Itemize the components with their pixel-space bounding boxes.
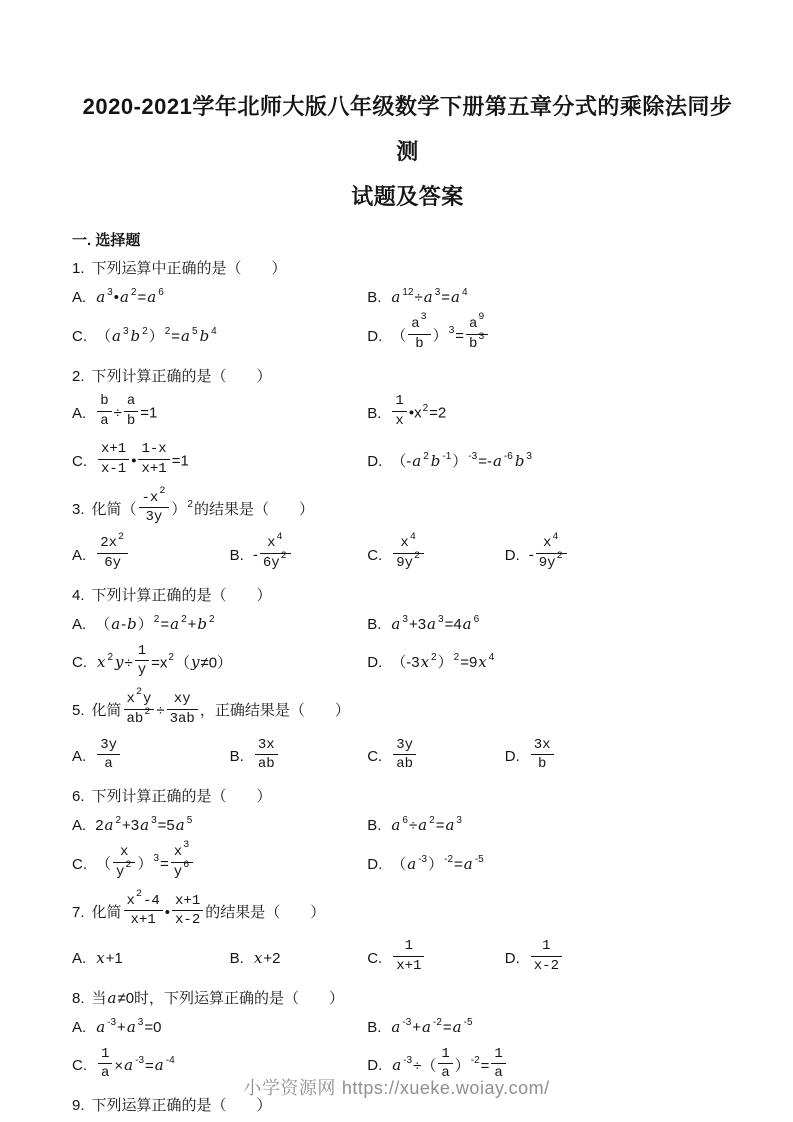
document-title-line2: 试题及答案: [351, 184, 464, 210]
option-B: [230, 939, 368, 978]
question-number: 1.: [72, 260, 85, 278]
question-number: 7.: [72, 903, 85, 921]
option-label: B.: [367, 817, 382, 835]
option-label: D.: [504, 546, 520, 564]
option-expression: a $^6$÷a $^2$=a $^3$: [391, 815, 462, 835]
option-expression: （ $\frac{a^3}{b}$ ）$^3$= $\frac{a^9}{b^3}$: [391, 317, 490, 356]
option-label: B.: [367, 615, 382, 633]
option-D: [505, 738, 743, 777]
options-row: [72, 614, 743, 683]
option-expression: （ $\frac{x}{y^2}$ ）$^3$= $\frac{x^3}{y^6}$: [96, 845, 195, 884]
question-text: 当a≠0时，下列运算正确的是（ ）: [91, 988, 345, 1007]
page-footer: [0, 1074, 793, 1100]
option-label: B.: [229, 546, 244, 564]
option-label: A.: [72, 1018, 87, 1036]
question: [72, 888, 743, 978]
option-expression: $\frac{3x}{b}$: [529, 738, 556, 777]
option-label: C.: [72, 855, 87, 873]
options-row: [72, 394, 743, 480]
option-C: [72, 840, 367, 884]
footer-site-name: 小学资源网: [243, 1078, 336, 1098]
option-label: B.: [367, 1018, 382, 1036]
option-expression: a $^{-3}$÷（ $\frac{1}{a}$ ）$^{-2}$= $\frac{1}{a}$: [391, 1047, 508, 1086]
question: [72, 687, 743, 776]
option-label: C.: [72, 654, 87, 672]
question: [72, 366, 743, 481]
option-expression: $\frac{3y}{a}$: [95, 738, 122, 777]
section-heading: 一. 选择题: [72, 232, 141, 250]
option-expression: a $^{-3}$+a $^{-2}$=a $^{-5}$: [391, 1016, 473, 1036]
option-label: A.: [72, 405, 87, 423]
question-number: 5.: [72, 702, 85, 720]
option-expression: a $^3$•a $^2$=a $^6$: [96, 287, 164, 307]
option-expression: $\frac{1}{a}$ ×a $^{-3}$=a $^{-4}$: [96, 1047, 176, 1086]
option-label: C.: [72, 327, 87, 345]
option-label: B.: [367, 289, 382, 307]
option-label: B.: [229, 950, 244, 968]
option-A: [72, 394, 367, 433]
options-row: [72, 815, 743, 884]
option-expression: - $\frac{x^4}{9y^2}$: [529, 536, 569, 575]
option-A: [72, 738, 230, 777]
option-expression: （a $^{-3}$）$^{-2}$=a $^{-5}$: [391, 853, 484, 873]
question-stem: [72, 366, 743, 388]
question-number: 6.: [72, 788, 85, 806]
option-expression: a $^{-3}$+a $^3$=0: [96, 1016, 162, 1036]
option-expression: $\frac{2x^2}{6y}$: [95, 536, 130, 575]
question-stem: [72, 888, 743, 933]
option-label: D.: [367, 654, 383, 672]
option-expression: - $\frac{x^4}{6y^2}$: [253, 536, 293, 575]
options-row: [72, 939, 743, 978]
question-stem: [72, 687, 743, 731]
footer-url[interactable]: https://xueke.woiay.com/: [341, 1078, 550, 1098]
option-expression: $\frac{1}{x+1}$: [391, 939, 426, 978]
option-expression: 2a $^2$+3a $^3$=5a $^5$: [95, 815, 193, 835]
option-label: D.: [367, 452, 383, 470]
question-text: 下列计算正确的是（ ）: [91, 367, 272, 385]
option-expression: （-a $^2$ b $^{-1}$）$^{-3}$=-a $^{-6}$ b $^3$: [391, 450, 532, 470]
option-label: A.: [72, 950, 87, 968]
question-number: 8.: [72, 989, 85, 1007]
option-D: [505, 939, 743, 978]
question-text: 化简 $\frac{x^2-4}{x+1}$ • $\frac{x+1}{x-2}$ 的结果是（ ）: [91, 888, 326, 929]
option-label: A.: [72, 615, 87, 633]
option-expression: $\frac{1}{x-2}$: [529, 939, 564, 978]
question-number: 9.: [72, 1097, 85, 1115]
question-text: 下列运算中正确的是（ ）: [91, 260, 287, 278]
option-B: [367, 394, 743, 433]
option-D: [504, 531, 743, 575]
option-expression: x+1: [96, 949, 123, 968]
option-label: A.: [72, 817, 87, 835]
question-text: 下列计算正确的是（ ）: [91, 586, 272, 604]
option-expression: $\frac{3x}{ab}$: [253, 738, 280, 777]
option-expression: x+2: [253, 949, 281, 968]
question: [72, 585, 743, 682]
option-D: [367, 845, 743, 884]
option-A: [72, 614, 367, 635]
option-label: A.: [72, 546, 87, 564]
option-label: C.: [72, 1057, 87, 1075]
question: [72, 988, 743, 1085]
option-expression: $\frac{b}{a}$ ÷ $\frac{a}{b}$ =1: [95, 394, 157, 433]
document-title: [72, 84, 743, 219]
option-label: C.: [367, 950, 383, 968]
option-label: C.: [367, 546, 383, 564]
option-B: [230, 738, 368, 777]
option-B: [367, 815, 743, 836]
option-expression: x $^2$ y÷ $\frac{1}{y}$ $=x^2(y\ne 0)$: [97, 642, 233, 679]
option-A: [72, 287, 367, 308]
option-label: B.: [229, 748, 244, 766]
options-row: [72, 738, 743, 777]
option-expression: （-3x $^2$）$^2$=9x $^4$: [391, 652, 495, 672]
option-C: [367, 531, 505, 575]
option-expression: a $^{12}$÷a $^3$=a $^4$: [391, 287, 468, 307]
option-C: [367, 939, 505, 978]
option-label: A.: [72, 289, 87, 307]
option-expression: $\frac{x+1}{x-1}$ • $\frac{1-x}{x+1}$ =1: [96, 442, 189, 481]
question: [72, 485, 743, 575]
option-expression: $(a-b)^2=a$ $^2$+b $^2$: [95, 613, 215, 633]
option-D: [367, 644, 743, 683]
option-label: A.: [72, 748, 87, 766]
option-label: B.: [367, 405, 382, 423]
option-expression: a $^3$+3a $^3$=4a $^6$: [391, 613, 480, 633]
question-number: 3.: [72, 500, 85, 518]
question-text: 下列计算正确的是（ ）: [91, 788, 272, 806]
option-A: [72, 531, 230, 575]
question-stem: [72, 585, 743, 607]
option-label: C.: [367, 748, 383, 766]
option-A: [72, 939, 230, 978]
option-label: D.: [367, 327, 383, 345]
option-expression: $\frac{x^4}{9y^2}$: [391, 536, 426, 575]
option-label: D.: [504, 748, 520, 766]
document-title-line1: 2020-2021学年北师大版八年级数学下册第五章分式的乘除法同步测: [82, 94, 733, 165]
question-stem: [72, 988, 743, 1010]
question: [72, 786, 743, 883]
option-A: [72, 1017, 367, 1038]
question: [72, 258, 743, 355]
question-text: 化简 $\frac{x^2y}{ab^2}$ ÷ $\frac{xy}{3ab}$ ，正确结果是（ ）: [91, 687, 350, 727]
option-expression: （a $^3$ b $^2$）$^2$=a $^5$ b $^4$: [96, 325, 217, 345]
option-B: [367, 614, 743, 635]
question-stem: [72, 786, 743, 808]
question-number: 4.: [72, 586, 85, 604]
option-D: [367, 442, 743, 481]
option-D: [367, 312, 743, 356]
option-C: [72, 644, 367, 683]
options-row: [72, 531, 743, 575]
question-stem: [72, 258, 743, 280]
option-label: C.: [72, 452, 87, 470]
option-label: D.: [504, 950, 520, 968]
option-expression: $\frac{1}{x}$ $•x^2=2$: [390, 394, 446, 433]
option-B: [229, 531, 368, 575]
option-C: [72, 317, 367, 356]
option-C: [367, 738, 505, 777]
option-C: [72, 442, 367, 481]
options-row: [72, 287, 743, 356]
option-expression: $\frac{3y}{ab}$: [391, 738, 418, 777]
question-number: 2.: [72, 367, 85, 385]
question-text: 化简（ $\frac{-x^2}{3y}$ ）$^2$的结果是（ ）: [91, 485, 314, 526]
option-label: D.: [367, 855, 383, 873]
question-list: [72, 258, 743, 1117]
question-text: 下列运算正确的是（ ）: [91, 1097, 272, 1115]
option-A: [72, 815, 367, 836]
option-label: D.: [367, 1057, 383, 1075]
question-stem: [72, 485, 743, 530]
option-B: [367, 287, 743, 308]
option-B: [367, 1017, 743, 1038]
